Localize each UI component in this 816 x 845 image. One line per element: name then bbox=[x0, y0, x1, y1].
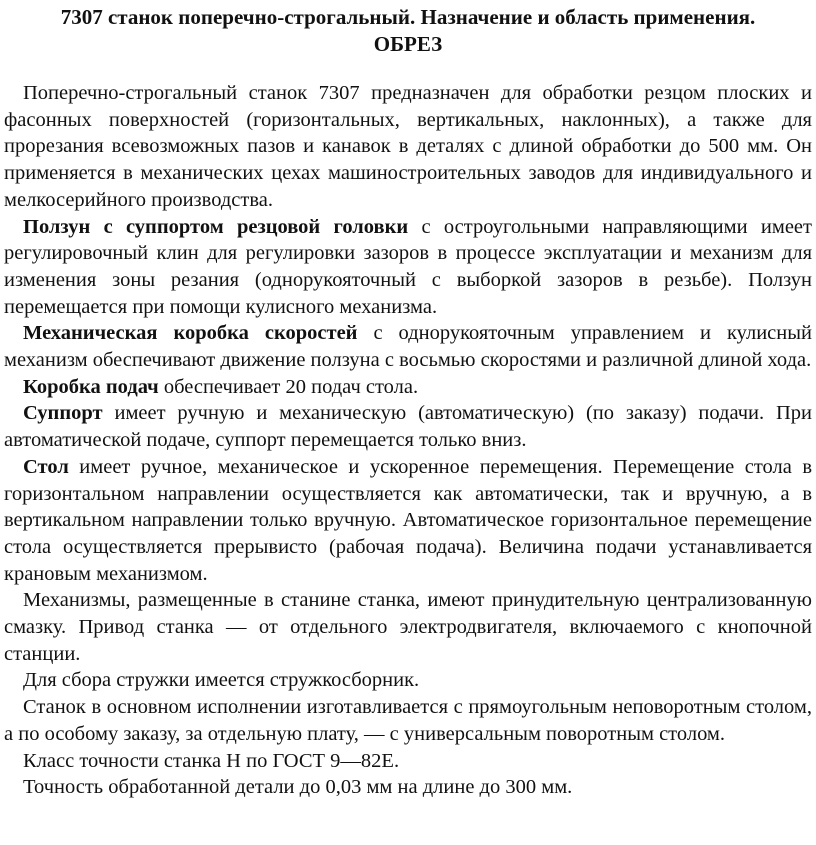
title-line-2: ОБРЕЗ bbox=[373, 32, 443, 56]
section-paragraph-table bbox=[4, 454, 812, 588]
body-paragraph-variants: Станок в основном исполнении изготавливается с прямоугольным неповоротным столом, а по особому заказу, за отдельную плату, — с универсальным поворотным столом. bbox=[4, 696, 812, 745]
title-line-1: 7307 станок поперечно-строгальный. Назначение и область применения. bbox=[60, 5, 756, 29]
body-paragraph-accuracy-class: Класс точности станка Н по ГОСТ 9—82Е. bbox=[23, 749, 400, 772]
body-paragraph-chips: Для сбора стружки имеется стружкосборник. bbox=[23, 669, 420, 692]
section-text: имеет ручное, механическое и ускоренное перемещения. Перемещение стола в горизонтальном направлении осуществляется как автоматически, так и вручную, а в вертикальном направлении только вручную. Автоматическое горизонтальное перемещение стола осуществляется прерывисто (рабочая подача). Величина подачи устанавливается крановым механизмом. bbox=[4, 455, 812, 585]
section-paragraph-feed-box bbox=[4, 374, 812, 401]
section-text: с остроугольными направляющими имеет регулировочный клин для регулировки зазоров в процессе эксплуатации и механизм для изменения зоны резания (однорукояточный с выборкой зазоров в резьбе). Ползун перемещается при помощи кулисного механизма. bbox=[4, 215, 812, 318]
section-term: Коробка подач bbox=[23, 375, 159, 398]
section-term: Механическая коробка скоростей bbox=[23, 322, 358, 345]
section-term: Суппорт bbox=[23, 402, 103, 425]
body-paragraph-precision: Точность обработанной детали до 0,03 мм на длине до 300 мм. bbox=[23, 776, 573, 799]
body-paragraph-lubrication: Механизмы, размещенные в станине станка, имеют принудительную централизованную смазку. Привод станка — от отдельного электродвигателя, включаемого с кнопочной станции. bbox=[4, 589, 812, 665]
intro-paragraph: Поперечно-строгальный станок 7307 предназначен для обработки резцом плоских и фасонных поверхностей (горизонтальных, вертикальных, наклонных), а также для прорезания всевозможных пазов и канавок в деталях с длиной обработки до 500 мм. Он применяется в механических цехах машиностроительных заводов для индивидуального и мелкосерийного производства. bbox=[4, 82, 812, 211]
section-text: обеспечивает 20 подач стола. bbox=[158, 375, 419, 398]
section-text: имеет ручную и механическую (автоматическую) (по заказу) подачи. При автоматической подаче, суппорт перемещается только вниз. bbox=[4, 402, 812, 452]
section-term: Ползун с суппортом резцовой головки bbox=[23, 215, 409, 238]
section-text: с однорукояточным управлением и кулисный механизм обеспечивают движение ползуна с восьмью скоростями и различной длиной хода. bbox=[4, 322, 812, 372]
document-title bbox=[4, 4, 812, 58]
document-body bbox=[4, 80, 812, 801]
section-paragraph-support bbox=[4, 400, 812, 453]
section-paragraph-speed-box bbox=[4, 320, 812, 373]
section-paragraph-slider bbox=[4, 214, 812, 321]
section-term: Стол bbox=[23, 455, 69, 478]
